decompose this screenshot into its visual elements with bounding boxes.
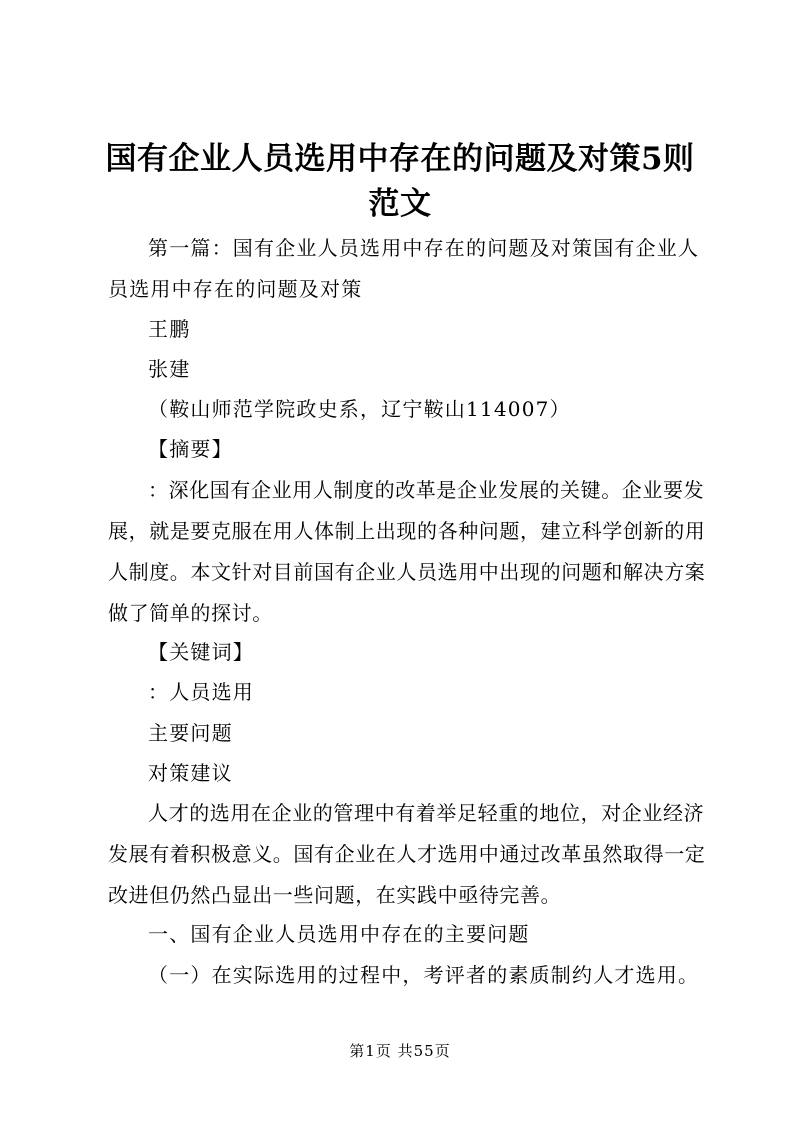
paragraph-first-article-heading: 第一篇：国有企业人员选用中存在的问题及对策国有企业人员选用中存在的问题及对策: [108, 236, 700, 301]
paragraph-author-2: 张建: [148, 357, 191, 381]
paragraph-affiliation: （鞍山师范学院政史系，辽宁鞍山114007）: [148, 397, 571, 421]
paragraph-section-heading: 一、国有企业人员选用中存在的主要问题: [148, 922, 530, 946]
paragraph-keyword-1: ：人员选用: [148, 680, 254, 704]
paragraph-abstract-heading: 【摘要】: [148, 437, 233, 461]
page-number-footer: 第1页 共55页: [349, 1042, 451, 1060]
paragraph-subsection-heading: （一）在实际选用的过程中，考评者的素质制约人才选用。: [148, 963, 700, 987]
paragraph-intro: 人才的选用在企业的管理中有着举足轻重的地位，对企业经济发展有着积极意义。国有企业在人才选用中通过改革虽然取得一定改进但仍然凸显出一些问题，在实践中亟待完善。: [108, 801, 706, 907]
document-title: 国有企业人员选用中存在的问题及对策5则范文: [105, 141, 695, 222]
paragraph-abstract-body: ：深化国有企业用人制度的改革是企业发展的关键。企业要发展，就是要克服在用人体制上出现的各种问题，建立科学创新的用人制度。本文针对目前国有企业人员选用中出现的问题和解决方案做了简单的探讨。: [108, 478, 706, 625]
paragraph-keyword-3: 对策建议: [148, 761, 233, 785]
paragraph-author-1: 王鹏: [148, 317, 191, 341]
paragraph-keyword-2: 主要问题: [148, 721, 233, 745]
paragraph-keywords-heading: 【关键词】: [148, 640, 254, 664]
